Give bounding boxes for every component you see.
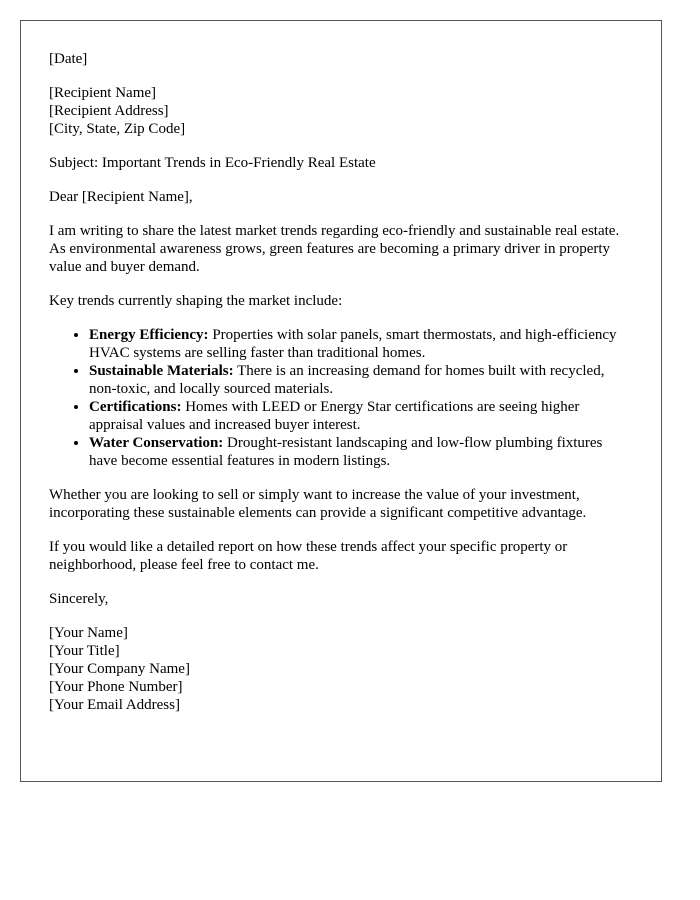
trend-term: Energy Efficiency:: [89, 327, 209, 343]
trends-lead: Key trends currently shaping the market include:: [49, 293, 343, 309]
recipient-address: [Recipient Address]: [49, 103, 169, 119]
signature-email: [Your Email Address]: [49, 697, 180, 713]
recipient-block: [49, 84, 633, 138]
date: [Date]: [49, 51, 88, 67]
signature-phone: [Your Phone Number]: [49, 679, 183, 695]
trend-term: Sustainable Materials:: [89, 363, 234, 379]
subject-line: Subject: Important Trends in Eco-Friendly Real Estate: [49, 155, 376, 171]
recipient-city-state-zip: [City, State, Zip Code]: [49, 121, 186, 137]
trend-text: Properties with solar panels, smart thermostats, and high-efficiency HVAC systems are selling faster than traditional homes.: [89, 327, 617, 361]
date-line: [49, 50, 633, 68]
trends-list: [49, 326, 633, 470]
contact-paragraph: If you would like a detailed report on how these trends affect your specific property or neighborhood, please feel free to contact me.: [49, 539, 568, 573]
signature-title: [Your Title]: [49, 643, 120, 659]
trend-text: There is an increasing demand for homes built with recycled, non-toxic, and locally sourced materials.: [89, 363, 605, 397]
trend-term: Water Conservation:: [89, 435, 224, 451]
closing: Sincerely,: [49, 591, 109, 607]
letter-page: [20, 20, 662, 782]
signature-company: [Your Company Name]: [49, 661, 190, 677]
recipient-name: [Recipient Name]: [49, 85, 157, 101]
list-item: [89, 326, 633, 362]
investment-paragraph: Whether you are looking to sell or simply want to increase the value of your investment, incorporating these sustainable elements can provide a significant competitive advantage.: [49, 487, 587, 521]
salutation: Dear [Recipient Name],: [49, 189, 193, 205]
signature-block: [49, 624, 633, 714]
signature-name: [Your Name]: [49, 625, 128, 641]
list-item: [89, 434, 633, 470]
intro-paragraph: I am writing to share the latest market trends regarding eco-friendly and sustainable real estate. As environmental awareness grows, green features are becoming a primary driver in property value and buyer demand.: [49, 223, 620, 275]
list-item: [89, 398, 633, 434]
trend-term: Certifications:: [89, 399, 182, 415]
trend-text: Homes with LEED or Energy Star certifications are seeing higher appraisal values and increased buyer interest.: [89, 399, 580, 433]
trend-text: Drought-resistant landscaping and low-flow plumbing fixtures have become essential features in modern listings.: [89, 435, 603, 469]
list-item: [89, 362, 633, 398]
